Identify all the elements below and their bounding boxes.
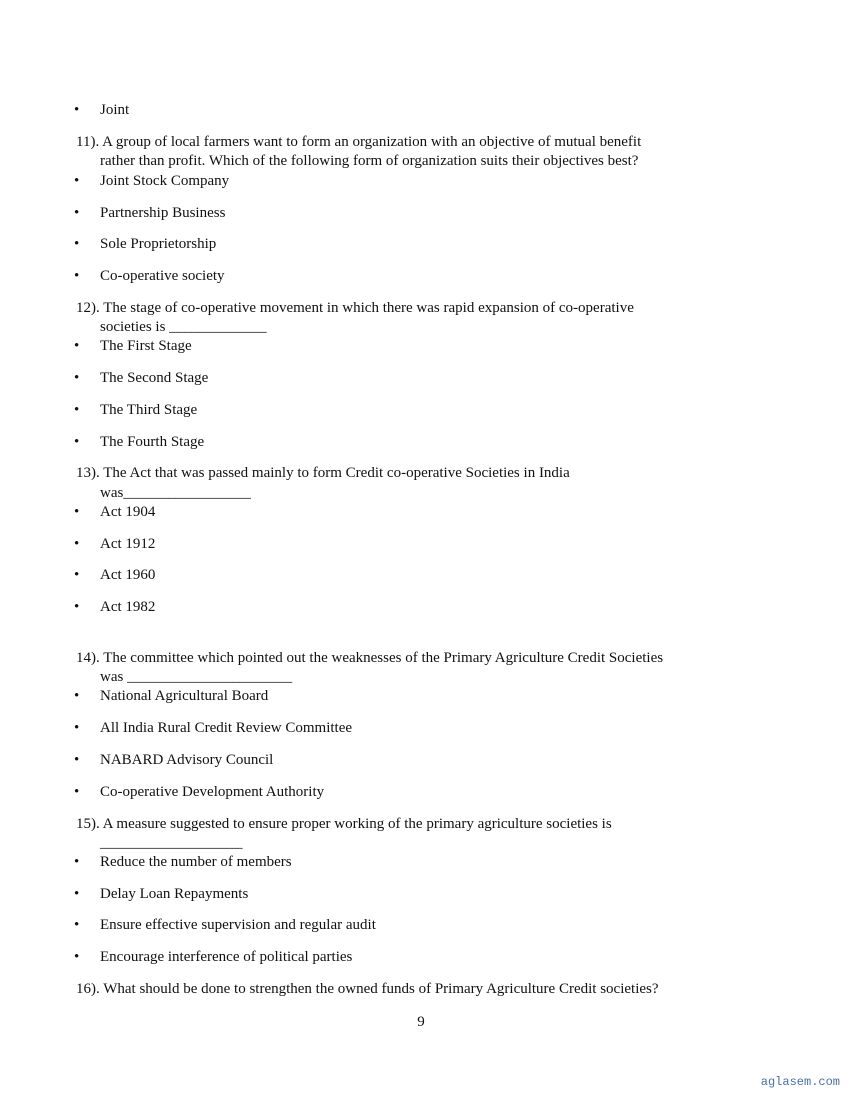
bullet-icon: • — [74, 886, 80, 902]
question-12: 12). The stage of co-operative movement in which there was rapid expansion of co-operative — [76, 300, 634, 316]
question-14: 14). The committee which pointed out the weaknesses of the Primary Agriculture Credit Societies — [76, 650, 664, 666]
question-15: 15). A measure suggested to ensure proper working of the primary agriculture societies is — [76, 816, 612, 832]
bullet-icon: • — [74, 599, 80, 615]
bullet-icon: • — [74, 917, 80, 933]
q13-option-3: Act 1960 — [100, 567, 156, 583]
bullet-icon: • — [74, 236, 80, 252]
q12-option-1: The First Stage — [100, 338, 192, 354]
bullet-icon: • — [74, 205, 80, 221]
question-15-cont: ___________________ — [100, 835, 243, 851]
bullet-icon: • — [74, 268, 80, 284]
q14-option-2: All India Rural Credit Review Committee — [100, 720, 353, 736]
page-number: 9 — [417, 1014, 425, 1030]
q14-option-1: National Agricultural Board — [100, 688, 269, 704]
bullet-icon: • — [74, 338, 80, 354]
q13-option-1: Act 1904 — [100, 504, 156, 520]
q14-option-4: Co-operative Development Authority — [100, 784, 325, 800]
bullet-icon: • — [74, 854, 80, 870]
question-14-cont: was ______________________ — [100, 669, 293, 685]
bullet-icon: • — [74, 784, 80, 800]
q11-option-4: Co-operative society — [100, 268, 225, 284]
bullet-icon: • — [74, 504, 80, 520]
bullet-icon: • — [74, 370, 80, 386]
q11-option-1: Joint Stock Company — [100, 173, 230, 189]
q15-option-1: Reduce the number of members — [100, 854, 292, 870]
q13-option-4: Act 1982 — [100, 599, 156, 615]
q11-option-2: Partnership Business — [100, 205, 226, 221]
q11-option-3: Sole Proprietorship — [100, 236, 217, 252]
watermark-link[interactable]: aglasem.com — [760, 1075, 840, 1089]
q12-option-2: The Second Stage — [100, 370, 209, 386]
question-16: 16). What should be done to strengthen the owned funds of Primary Agriculture Credit societies? — [76, 981, 659, 997]
bullet-icon: • — [74, 567, 80, 583]
q12-option-4: The Fourth Stage — [100, 434, 205, 450]
q13-option-2: Act 1912 — [100, 536, 156, 552]
q12-option-3: The Third Stage — [100, 402, 198, 418]
bullet-icon: • — [74, 102, 80, 118]
q14-option-3: NABARD Advisory Council — [100, 752, 274, 768]
q15-option-2: Delay Loan Repayments — [100, 886, 249, 902]
question-12-cont: societies is _____________ — [100, 319, 267, 335]
q15-option-3: Ensure effective supervision and regular audit — [100, 917, 376, 933]
bullet-icon: • — [74, 402, 80, 418]
bullet-icon: • — [74, 688, 80, 704]
q15-option-4: Encourage interference of political parties — [100, 949, 353, 965]
bullet-icon: • — [74, 434, 80, 450]
question-13-cont: was_________________ — [100, 485, 251, 501]
bullet-icon: • — [74, 536, 80, 552]
question-11-cont: rather than profit. Which of the following form of organization suits their objectives best? — [100, 153, 639, 169]
question-11: 11). A group of local farmers want to form an organization with an objective of mutual benefit — [76, 134, 642, 150]
question-13: 13). The Act that was passed mainly to form Credit co-operative Societies in India — [76, 465, 570, 481]
option-joint: Joint — [100, 102, 130, 118]
bullet-icon: • — [74, 720, 80, 736]
bullet-icon: • — [74, 949, 80, 965]
bullet-icon: • — [74, 173, 80, 189]
bullet-icon: • — [74, 752, 80, 768]
